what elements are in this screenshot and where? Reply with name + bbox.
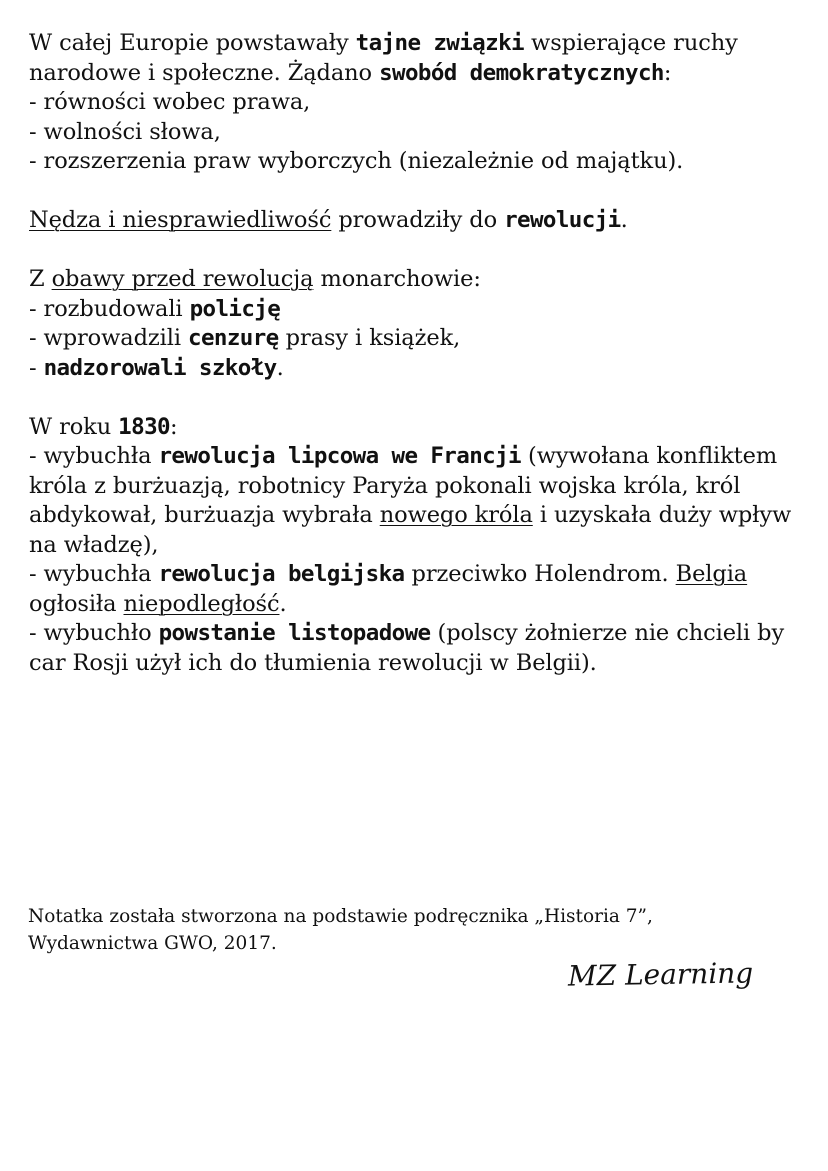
paragraph-gap bbox=[29, 236, 819, 266]
text-line bbox=[29, 29, 819, 88]
text-line bbox=[29, 619, 819, 678]
text-run: ogłosiła bbox=[29, 590, 124, 617]
text-run: wspierające ruchy narodowe i społeczne. Żądano bbox=[29, 30, 738, 86]
text-run: Z bbox=[29, 266, 52, 292]
bold-term: cenzurę bbox=[188, 325, 279, 351]
text-line bbox=[29, 560, 819, 619]
text-line bbox=[29, 88, 819, 118]
text-run: W całej Europie powstawały bbox=[29, 30, 356, 56]
text-line bbox=[29, 413, 819, 443]
paragraph bbox=[29, 265, 819, 383]
text-run: - równości wobec prawa, bbox=[29, 89, 311, 115]
text-run: . bbox=[279, 590, 287, 617]
text-run: . bbox=[276, 354, 284, 381]
bold-term: tajne związki bbox=[355, 30, 524, 56]
text-run: (polscy żołnierze nie chcieli by car Rosji użył ich do tłumienia rewolucji w Belgii). bbox=[29, 620, 785, 676]
bold-term: 1830 bbox=[118, 413, 170, 440]
text-line bbox=[29, 147, 819, 177]
bold-term: rewolucja lipcowa we Francji bbox=[158, 443, 521, 469]
paragraph bbox=[29, 206, 819, 236]
author-signature: MZ Learning bbox=[567, 956, 754, 993]
text-line bbox=[29, 265, 819, 295]
text-run: - wybuchło bbox=[29, 620, 159, 646]
text-run: przeciwko Holendrom. bbox=[404, 561, 676, 587]
underlined-phrase: obawy przed rewolucją bbox=[51, 266, 314, 292]
text-line bbox=[29, 295, 819, 325]
text-run: i uzyskała duży wpływ na władzę), bbox=[29, 502, 792, 558]
paragraph-gap bbox=[29, 177, 819, 207]
text-run: - wybuchła bbox=[29, 443, 159, 469]
text-run: - wolności słowa, bbox=[29, 118, 221, 145]
bold-term: rewolucji bbox=[504, 207, 621, 233]
source-footnote bbox=[28, 903, 808, 957]
text-line bbox=[29, 118, 819, 148]
text-run: . bbox=[620, 207, 628, 233]
note-body bbox=[29, 29, 819, 678]
text-line bbox=[29, 324, 819, 354]
text-run: : bbox=[663, 59, 672, 86]
text-run: - wybuchła bbox=[29, 561, 159, 587]
bold-term: policję bbox=[189, 295, 281, 322]
bold-term: powstanie listopadowe bbox=[158, 620, 431, 646]
text-run: : bbox=[169, 413, 178, 440]
paragraph bbox=[29, 413, 819, 679]
text-run: - wprowadzili bbox=[29, 325, 188, 351]
underlined-phrase: niepodległość bbox=[123, 590, 280, 617]
paragraph bbox=[29, 29, 819, 177]
text-run: - rozbudowali bbox=[29, 295, 190, 322]
text-run: (wywołana konfliktem króla z burżuazją, robotnicy Paryża pokonali wojska króla, król abdykował, burżuazja wybrała bbox=[29, 443, 778, 528]
underlined-phrase: Belgia bbox=[675, 561, 748, 587]
text-run: prasy i książek, bbox=[278, 325, 461, 351]
bold-term: swobód demokratycznych bbox=[379, 59, 664, 86]
text-run: - bbox=[29, 354, 44, 381]
underlined-phrase: nowego króla bbox=[379, 502, 533, 528]
text-run: monarchowie: bbox=[313, 266, 481, 292]
footnote-line: Notatka została stworzona na podstawie podręcznika „Historia 7”, bbox=[28, 906, 653, 927]
text-line bbox=[29, 206, 819, 236]
footnote-line: Wydawnictwa GWO, 2017. bbox=[28, 933, 277, 954]
text-line bbox=[29, 354, 819, 384]
underlined-phrase: Nędza i niesprawiedliwość bbox=[29, 207, 332, 233]
text-line bbox=[29, 442, 819, 560]
bold-term: rewolucja belgijska bbox=[158, 561, 405, 587]
text-run: - rozszerzenia praw wyborczych (niezależnie od majątku). bbox=[29, 148, 684, 174]
text-run: W roku bbox=[29, 413, 119, 440]
paragraph-gap bbox=[29, 383, 819, 413]
bold-term: nadzorowali szkoły bbox=[43, 354, 277, 381]
text-run: prowadziły do bbox=[331, 207, 505, 233]
